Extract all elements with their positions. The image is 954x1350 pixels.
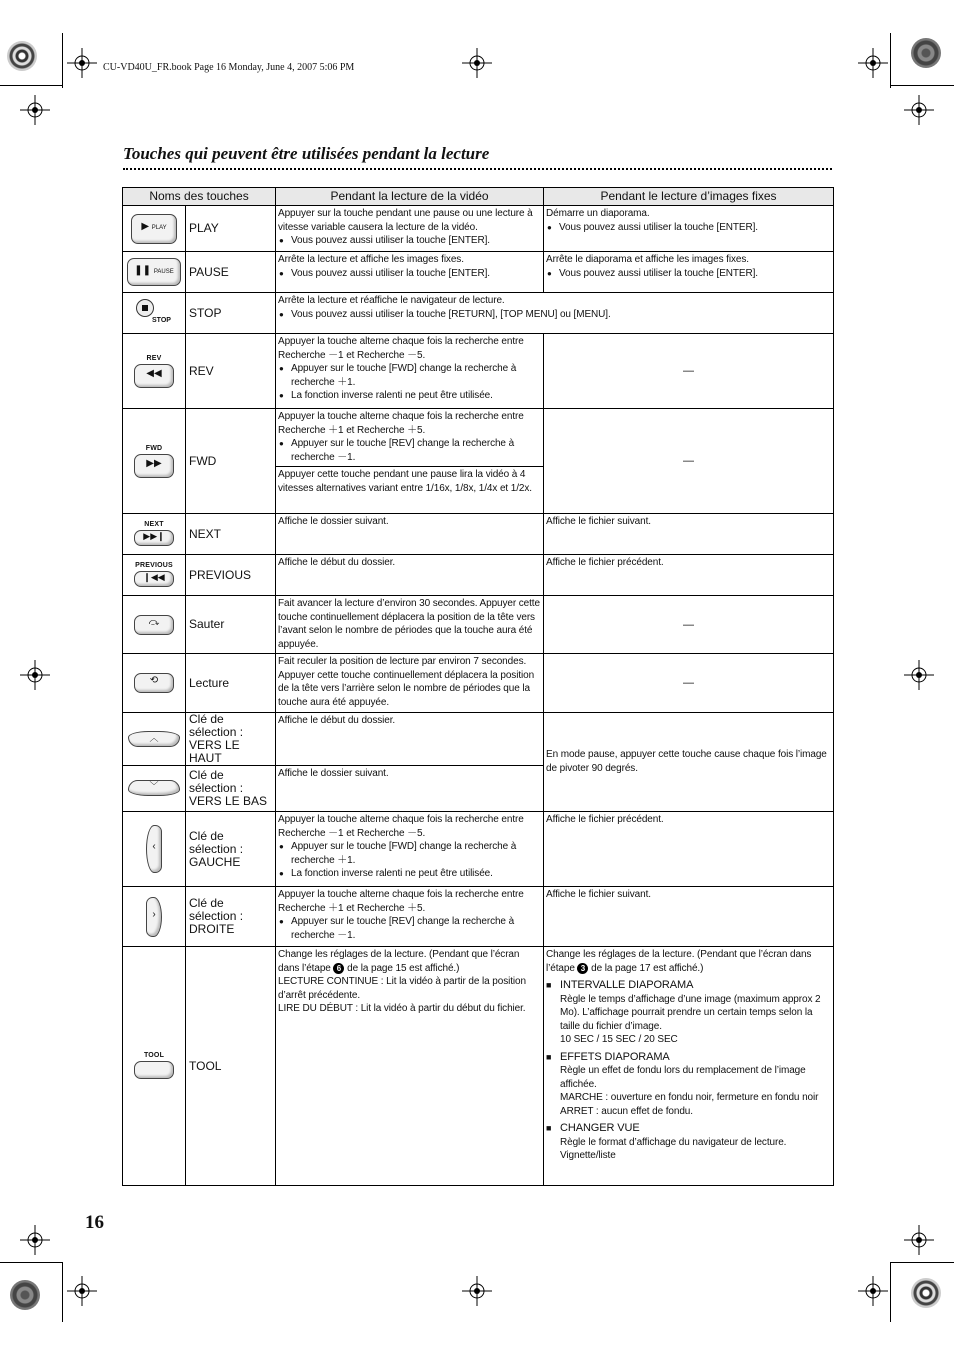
key-name-line: VERS LE HAUT <box>189 738 240 765</box>
video-option: LIRE DU DÉBUT : Lit la vidéo à partir du début du fichier. <box>278 1003 526 1014</box>
crosshair-mark <box>67 48 97 78</box>
key-name-line: sélection : <box>189 781 244 795</box>
fwd-label: FWD <box>145 444 163 452</box>
rev-label: REV <box>146 354 162 362</box>
video-description: Fait avancer la lecture d’environ 30 secondes. Appuyer cette touche continuellement déplacera la position de la tête vers l’avant selon le nombre de périodes que la touche aura été appuyée. <box>278 598 540 650</box>
crosshair-mark <box>858 1276 888 1306</box>
setting-text: Règle le format d’affichage du navigateur de lecture. <box>560 1136 787 1148</box>
crop-line <box>62 33 63 88</box>
video-description: Appuyer la touche alterne chaque fois la recherche entre Recherche ＋1 et Recherche ＋5. <box>278 411 524 436</box>
chevron-left-icon: ‹ <box>146 825 162 873</box>
photo-description: Affiche le fichier précédent. <box>546 557 664 568</box>
table-row-fwd <box>123 409 834 514</box>
stop-icon <box>136 299 154 317</box>
crop-line <box>0 85 62 86</box>
crop-line <box>890 85 954 86</box>
skip-next-icon: ▶▶❙ <box>134 530 174 546</box>
skip-previous-icon: ❙◀◀ <box>134 571 174 587</box>
key-name-line: Clé de <box>189 828 224 843</box>
registration-rosette-top-left <box>7 41 37 71</box>
crosshair-mark <box>20 1225 50 1255</box>
crosshair-mark <box>858 48 888 78</box>
setting-values: MARCHE : ouverture en fondu noir, fermeture en fondu noir <box>560 1092 819 1103</box>
table-row-up <box>123 713 834 766</box>
column-header-photo: Pendant le lecture d’images fixes <box>544 188 834 206</box>
table-row-stop <box>123 293 834 334</box>
crosshair-mark <box>904 660 934 690</box>
photo-description <box>546 949 811 974</box>
video-description-part: Change les réglages de la lecture. (Pendant que l’écran dans l’étape <box>278 949 520 974</box>
table-row-lecture <box>123 654 834 713</box>
key-name: Lecture <box>186 654 276 713</box>
key-name: NEXT <box>186 514 276 555</box>
table-row-tool <box>123 947 834 1186</box>
video-description: Affiche le début du dossier. <box>278 715 396 726</box>
previous-label: PREVIOUS <box>135 561 173 569</box>
play-icon: ▶ PLAY <box>131 214 177 244</box>
table-row-previous <box>123 555 834 596</box>
crosshair-mark <box>904 95 934 125</box>
rev-button-graphic <box>123 334 186 409</box>
next-button-graphic <box>123 514 186 555</box>
key-name: PLAY <box>186 206 276 252</box>
table-row-left <box>123 812 834 887</box>
photo-not-applicable: — <box>544 654 834 713</box>
title-divider <box>123 168 832 170</box>
keys-table <box>122 187 834 1186</box>
tool-label: TOOL <box>143 1052 165 1060</box>
table-row-rev <box>123 334 834 409</box>
video-note: ● Appuyer sur le touche [FWD] change la recherche à recherche ＋1. <box>278 840 541 867</box>
key-name: STOP <box>186 293 276 334</box>
video-description: Affiche le début du dossier. <box>278 557 396 568</box>
video-description: Appuyer la touche alterne chaque fois la recherche entre Recherche ＋1 et Recherche ＋5. <box>278 889 524 914</box>
fast-forward-icon: ▶▶ <box>134 454 174 478</box>
crop-line <box>890 1262 891 1322</box>
table-row-play <box>123 206 834 252</box>
chevron-down-icon: ﹀ <box>128 780 180 796</box>
video-description-part: de la page 15 est affiché.) <box>344 962 460 974</box>
section-title: Touches qui peuvent être utilisées pendant la lecture <box>123 144 490 163</box>
file-info-header: CU-VD40U_FR.book Page 16 Monday, June 4, 2007 5:06 PM <box>103 62 355 73</box>
video-option: LECTURE CONTINUE : Lit la vidéo à partir de la position d’arrêt précédente. <box>278 976 526 1001</box>
down-button-graphic <box>123 766 186 812</box>
video-description: Appuyer la touche alterne chaque fois la recherche entre Recherche －1 et Recherche －5. <box>278 336 524 361</box>
video-description: Appuyer sur la touche pendant une pause ou une lecture à vitesse variable causera la lecture de la vidéo. <box>278 208 533 233</box>
crosshair-mark <box>67 1276 97 1306</box>
skip-forward-icon: ⤼ <box>134 615 174 635</box>
up-button-graphic <box>123 713 186 766</box>
video-description: Arrête la lecture et affiche les images fixes. <box>278 254 464 265</box>
skip-button-graphic <box>123 596 186 654</box>
photo-not-applicable: — <box>544 596 834 654</box>
pause-button-graphic <box>123 252 186 293</box>
tool-icon <box>134 1061 174 1079</box>
video-description: Affiche le dossier suivant. <box>278 768 389 779</box>
crop-line <box>890 33 891 88</box>
table-header-row <box>123 188 834 206</box>
left-button-graphic <box>123 812 186 887</box>
key-name: FWD <box>186 409 276 514</box>
key-name: TOOL <box>186 947 276 1186</box>
setting-text: Règle le temps d’affichage d’une image (maximum approx 2 Mo). L’affichage pourrait prendre un certain temps selon la taille du fichier d’image. <box>560 993 821 1032</box>
setting-title: ■ CHANGER VUE <box>546 1122 831 1136</box>
right-button-graphic <box>123 887 186 947</box>
key-name-line: Clé de <box>189 768 224 782</box>
crosshair-mark <box>904 1225 934 1255</box>
setting-title: ■ EFFETS DIAPORAMA <box>546 1051 831 1065</box>
photo-description: Affiche le fichier suivant. <box>546 889 651 900</box>
replay-button-graphic <box>123 654 186 713</box>
setting-values: Vignette/liste <box>560 1150 616 1161</box>
video-description <box>278 949 519 974</box>
video-note: ● Appuyer sur le touche [REV] change la recherche à recherche －1. <box>278 437 541 464</box>
fwd-button-graphic <box>123 409 186 514</box>
crosshair-mark <box>462 48 492 78</box>
column-header-keys: Noms des touches <box>123 188 276 206</box>
replay-icon: ⟲ <box>134 673 174 693</box>
step-number-badge: 3 <box>577 963 588 974</box>
key-name-line: VERS LE BAS <box>189 794 268 808</box>
registration-rosette-bottom-left <box>10 1280 40 1310</box>
key-name-cell <box>186 812 276 887</box>
table-row-right <box>123 887 834 947</box>
video-note: ● La fonction inverse ralenti ne peut être utilisée. <box>278 867 541 881</box>
column-header-video: Pendant la lecture de la vidéo <box>276 188 544 206</box>
video-extra-description: Appuyer cette touche pendant une pause lira la vidéo à 4 vitesses alternatives variant entre 1/16x, 1/8x, 1/4x et 1/2x. <box>276 466 543 497</box>
photo-description-part: de la page 17 est affiché.) <box>588 962 704 974</box>
photo-description: Arrête le diaporama et affiche les images fixes. <box>546 254 749 265</box>
rewind-icon: ◀◀ <box>134 364 174 388</box>
chevron-up-icon: ︿ <box>128 731 180 747</box>
photo-note: ● Vous pouvez aussi utiliser la touche [ENTER]. <box>546 267 831 281</box>
setting-title: ■ INTERVALLE DIAPORAMA <box>546 979 831 993</box>
crop-line <box>890 1262 954 1263</box>
key-name-cell <box>186 887 276 947</box>
stop-button-graphic <box>123 293 186 334</box>
key-name: PREVIOUS <box>186 555 276 596</box>
photo-note: ● Vous pouvez aussi utiliser la touche [ENTER]. <box>546 221 831 235</box>
registration-rosette-top-right <box>911 38 941 68</box>
video-note: ● Appuyer sur le touche [FWD] change la recherche à recherche ＋1. <box>278 362 541 389</box>
key-name-line: sélection : <box>189 725 244 739</box>
video-note: ● La fonction inverse ralenti ne peut être utilisée. <box>278 389 541 403</box>
page-number: 16 <box>85 1212 104 1233</box>
photo-description: Affiche le fichier précédent. <box>546 814 664 825</box>
description: Arrête la lecture et réaffiche le navigateur de lecture. <box>278 295 505 306</box>
key-name-line: Clé de <box>189 712 224 726</box>
crop-line <box>0 1262 62 1263</box>
stop-label: STOP <box>152 316 171 324</box>
key-name-cell <box>186 713 276 766</box>
crosshair-mark <box>462 1276 492 1306</box>
key-name-line: Clé de <box>189 896 224 910</box>
video-note: ● Vous pouvez aussi utiliser la touche [ENTER]. <box>278 267 541 281</box>
table-row-pause <box>123 252 834 293</box>
photo-description: Démarre un diaporama. <box>546 208 650 219</box>
photo-description-part: Change les réglages de la lecture. (Pendant que l’écran dans l’étape <box>546 949 812 974</box>
key-name-line: sélection : <box>189 841 244 856</box>
crosshair-mark <box>20 95 50 125</box>
key-name: Sauter <box>186 596 276 654</box>
video-note: ● Vous pouvez aussi utiliser la touche [ENTER]. <box>278 234 541 248</box>
key-name-line: sélection : <box>189 909 244 923</box>
setting-values: 10 SEC / 15 SEC / 20 SEC <box>560 1034 678 1045</box>
crop-line <box>62 1262 63 1322</box>
photo-description: En mode pause, appuyer cette touche cause chaque fois l’image de pivoter 90 degrés. <box>546 749 827 774</box>
play-button-graphic <box>123 206 186 252</box>
step-number-badge: 6 <box>333 963 344 974</box>
key-name-line: GAUCHE <box>189 854 241 869</box>
photo-description: Affiche le fichier suivant. <box>546 516 651 527</box>
key-name-line: DROITE <box>189 922 235 936</box>
setting-values: ARRET : aucun effet de fondu. <box>560 1105 693 1117</box>
photo-not-applicable: — <box>544 409 834 514</box>
setting-text: Règle un effet de fondu lors du remplacement de l’image affichée. <box>560 1065 806 1090</box>
table-row-sauter <box>123 596 834 654</box>
crosshair-mark <box>20 660 50 690</box>
video-description: Affiche le dossier suivant. <box>278 516 389 527</box>
previous-button-graphic <box>123 555 186 596</box>
photo-not-applicable: — <box>544 334 834 409</box>
tool-button-graphic <box>123 947 186 1186</box>
pause-icon: ❚❚ PAUSE <box>127 258 181 286</box>
key-name: PAUSE <box>186 252 276 293</box>
video-note: ● Appuyer sur le touche [REV] change la recherche à recherche －1. <box>278 915 541 942</box>
table-row-next <box>123 514 834 555</box>
key-name-cell <box>186 766 276 812</box>
chevron-right-icon: › <box>146 897 162 937</box>
note: ● Vous pouvez aussi utiliser la touche [RETURN], [TOP MENU] ou [MENU]. <box>278 308 831 322</box>
key-name: REV <box>186 334 276 409</box>
video-description: Fait reculer la position de lecture par environ 7 secondes. Appuyer cette touche continuellement déplacera la position de la tête vers l’arrière selon le nombre de périodes que la touche aura été appuyée. <box>278 656 535 708</box>
video-description: Appuyer la touche alterne chaque fois la recherche entre Recherche －1 et Recherche －5. <box>278 814 524 839</box>
registration-rosette-bottom-right <box>911 1278 941 1308</box>
next-label: NEXT <box>144 520 164 528</box>
